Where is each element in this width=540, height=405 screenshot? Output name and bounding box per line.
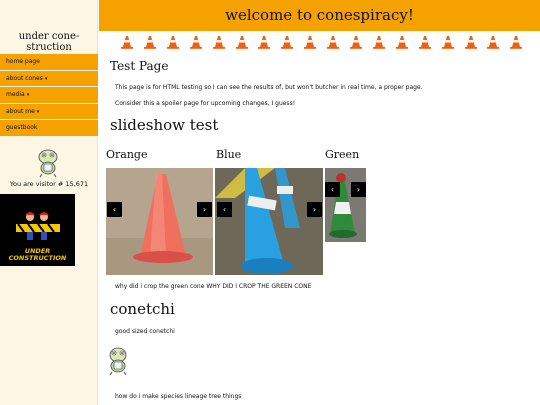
conetchi-mascot-icon [105, 346, 131, 376]
traffic-cone-icon [280, 35, 294, 49]
nav-item-label: guestbook [6, 124, 38, 131]
traffic-cone-icon [166, 35, 180, 49]
construction-workers-icon [0, 194, 75, 248]
nav-item-label: home page [6, 58, 40, 65]
traffic-cone-icon [212, 35, 226, 49]
traffic-cone-icon [120, 35, 134, 49]
blue-cone-photo [215, 168, 323, 275]
intro-text: This page is for HTML testing so I can see the results of, but won't butcher in real time, a proper page. [115, 84, 423, 91]
slideshow-heading: slideshow test [110, 116, 219, 134]
green-cone-photo [325, 168, 366, 242]
caret-down-icon: ▾ [44, 75, 48, 82]
slideshow-orange [106, 168, 213, 275]
traffic-cone-icon [326, 35, 340, 49]
nav-item-label: about cones [6, 74, 43, 82]
slide-caption-blue: Blue [216, 148, 242, 161]
nav-item-label: media [6, 91, 25, 98]
orange-cone-photo [106, 168, 213, 275]
under-construction-text: UNDER CONSTRUCTION [8, 247, 67, 262]
nav-item-label: about me [6, 107, 35, 115]
nav-item-guestbook[interactable] [0, 120, 98, 137]
nav-item-media[interactable] [0, 87, 98, 104]
slideshow-note: why did i crop the green cone WHY DID I CROP THE GREEN CONE [115, 283, 312, 290]
cone-divider [120, 35, 530, 51]
slide-caption-green: Green [325, 148, 360, 161]
slideshow-green [325, 168, 366, 242]
traffic-cone-icon [395, 35, 409, 49]
slideshow-blue [215, 168, 323, 275]
traffic-cone-icon [509, 35, 523, 49]
caret-down-icon: ▾ [36, 108, 40, 115]
under-construction-badge [0, 194, 75, 266]
traffic-cone-icon [303, 35, 317, 49]
sidebar [0, 0, 98, 405]
slide-prev-button[interactable]: ‹ [325, 182, 340, 197]
nav-item-about-cones[interactable] [0, 71, 98, 88]
frog-mascot-icon [34, 148, 62, 178]
slide-next-button[interactable]: › [307, 202, 322, 217]
slide-prev-button[interactable]: ‹ [217, 202, 232, 217]
traffic-cone-icon [441, 35, 455, 49]
traffic-cone-icon [143, 35, 157, 49]
traffic-cone-icon [418, 35, 432, 49]
nav-item-home-page[interactable] [0, 54, 98, 71]
nav-item-about-me[interactable] [0, 104, 98, 121]
traffic-cone-icon [257, 35, 271, 49]
lineage-text: how do i make species lineage tree things [115, 393, 242, 400]
caret-down-icon: ▾ [26, 92, 30, 98]
slide-next-button[interactable]: › [197, 202, 212, 217]
traffic-cone-icon [486, 35, 500, 49]
slide-caption-orange: Orange [106, 148, 148, 161]
spoiler-text: Consider this a spoiler page for upcoming changes, I guess! [115, 100, 296, 107]
slide-next-button[interactable]: › [351, 182, 366, 197]
site-title: under cone-struction [18, 31, 80, 53]
traffic-cone-icon [349, 35, 363, 49]
traffic-cone-icon [372, 35, 386, 49]
traffic-cone-icon [235, 35, 249, 49]
test-page-heading: Test Page [110, 59, 169, 73]
conetchi-heading: conetchi [110, 300, 175, 318]
conetchi-text: good sized conetchi [115, 328, 175, 335]
traffic-cone-icon [464, 35, 478, 49]
slide-prev-button[interactable]: ‹ [107, 202, 122, 217]
traffic-cone-icon [189, 35, 203, 49]
visitor-counter: You are visitor # 15,671 [9, 180, 89, 188]
sidebar-nav [0, 54, 98, 137]
page-header: welcome to conespiracy! [99, 0, 540, 31]
